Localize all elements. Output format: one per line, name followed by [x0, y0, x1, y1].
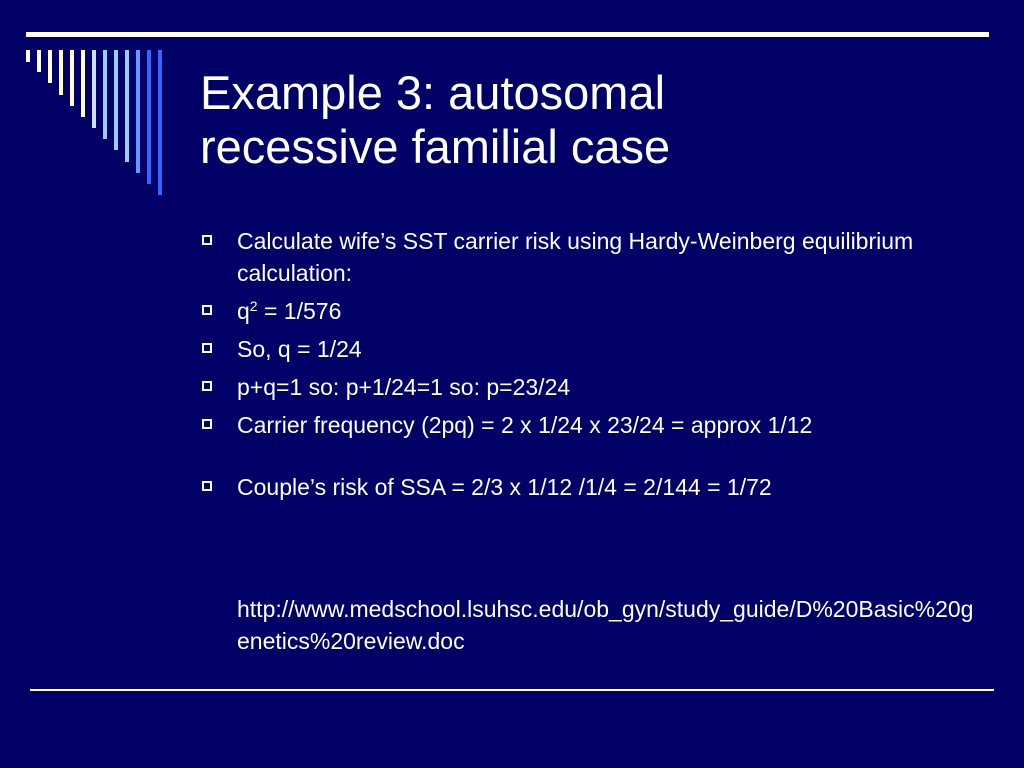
bullet-item: [200, 295, 990, 327]
stripe: [103, 50, 107, 139]
bottom-divider: [30, 689, 994, 691]
stripe: [81, 50, 85, 117]
superscript: 2: [249, 298, 258, 314]
stripe: [125, 50, 129, 162]
stripe: [26, 50, 30, 62]
source-url: http://www.medschool.lsuhsc.edu/ob_gyn/study_guide/D%20Basic%20genetics%20review.doc: [237, 596, 974, 654]
stripe: [158, 50, 162, 195]
stripe: [92, 50, 96, 128]
bullet-item: [200, 371, 990, 403]
bullet-text: Couple’s risk of SSA = 2/3 x 1/12 /1/4 = 2/144 = 1/72: [237, 474, 772, 500]
bullet-text: Carrier frequency (2pq) = 2 x 1/24 x 23/24 = approx 1/12: [237, 412, 813, 438]
bullet-item: [200, 409, 990, 441]
title-line-1: Example 3: autosomal: [200, 66, 666, 119]
bullet-item: [200, 471, 990, 503]
stripe: [59, 50, 63, 95]
square-bullet-icon: [202, 419, 212, 429]
bullet-text: Calculate wife’s SST carrier risk using Hardy-Weinberg equilibrium calculation:: [237, 228, 914, 286]
square-bullet-icon: [202, 343, 212, 353]
stripe: [136, 50, 140, 173]
stripe: [37, 50, 41, 72]
bullet-text: p+q=1 so: p+1/24=1 so: p=23/24: [237, 374, 571, 400]
square-bullet-icon: [202, 235, 212, 245]
slide-title: [200, 66, 980, 173]
stripe: [48, 50, 52, 83]
bullet-item: [200, 333, 990, 365]
stripe: [147, 50, 151, 184]
bullet-list: [200, 225, 990, 509]
bullet-text-prefix: q: [237, 298, 250, 324]
title-line-2: recessive familial case: [200, 119, 671, 173]
bullet-item: [200, 225, 990, 289]
square-bullet-icon: [202, 481, 212, 491]
square-bullet-icon: [202, 381, 212, 391]
square-bullet-icon: [202, 305, 212, 315]
stripe: [70, 50, 74, 106]
decorative-stripes: [0, 0, 200, 220]
bullet-text-suffix: = 1/576: [257, 298, 342, 324]
bullet-text: So, q = 1/24: [237, 336, 362, 362]
stripe: [114, 50, 118, 150]
